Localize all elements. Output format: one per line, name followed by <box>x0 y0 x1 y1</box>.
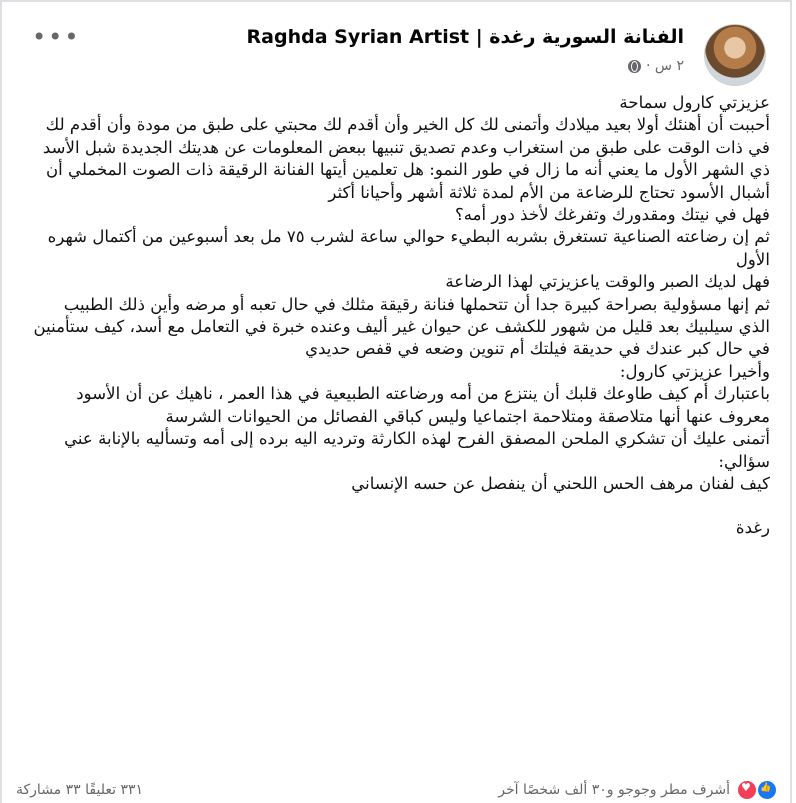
timestamp-link[interactable]: ٢ س · <box>646 58 684 74</box>
post-paragraph: أحببت أن أهنئك أولا بعيد ميلادك وأتمنى لك كل الخير وأن أقدم لك محبتي على طبق من مودة وأن أقدم لك في ذات الوقت على طبق من استغراب وعدم تصديق تنبيها ببعض المعلومات عن هديتك الجديدة شبل الأسد ذي الشهر الأول ما يعني أنه ما زال في طور النمو: هل تعلمين أيتها الفنانة الرقيقة ذات الصوت المخملي أن أشبال الأسود تحتاج للرضاعة من الأم لمدة ثلاثة أشهر وأحيانا أكثر <box>42 115 770 202</box>
more-options-button[interactable]: ••• <box>32 23 81 51</box>
post-paragraph: فهل لديك الصبر والوقت ياعزيزتي لهذا الرضاعة <box>445 272 770 292</box>
comments-shares-count[interactable]: ٣٣١ تعليقًا ٣٣ مشاركة <box>16 782 144 798</box>
post-header <box>14 12 778 82</box>
globe-icon <box>628 60 641 73</box>
post-paragraph: فهل في نيتك ومقدورك وتفرغك لأخذ دور أمه؟ <box>454 205 770 225</box>
post-paragraph: ثم إن رضاعته الصناعية تستغرق بشربه البطيء حوالي ساعة لشرب ٧٥ مل بعد أسبوعين من أكتمال شهره الأول <box>47 227 770 269</box>
post-paragraph: ثم إنها مسؤولية بصراحة كبيرة جدا أن تتحملها فنانة رقيقة مثلك في حال تعبه أو مرضه وأين ذلك الطبيب الذي سيلبيك بعد قليل من شهور للكشف عن حيوان غير أليف وعنده خبرة في التعامل مع أسد، كيف ستأمنين في حال كبر عندك في حديقة فيلتك أم تنوين وضعه في قفص حديدي <box>33 294 770 359</box>
post-paragraph: باعتبارك أم كيف طاوعك قلبك أن ينتزع من أمه ورضاعته الطبيعية في هذا العمر ، ناهيك عن أن الأسود معروف عنها أنها متلاصقة ومتلاحمة اجتماعيا وليس كباقي الفصائل من الحيوانات الشرسة <box>76 384 770 426</box>
post-paragraph: كيف لفنان مرهف الحس اللحني أن ينفصل عن حسه الإنساني <box>351 473 770 493</box>
avatar[interactable] <box>704 24 766 86</box>
post-paragraph: أتمنى عليك أن تشكري الملحن المصفق الفرح لهذه الكارثة وترديه اليه برده إلى أمه وتسأليه بالإنابة عني سؤالي: <box>64 429 770 471</box>
post-paragraph: عزيزتي كارول سماحة <box>619 93 770 112</box>
reactions-bar <box>16 779 778 801</box>
post-signature: رغدة <box>735 518 770 538</box>
post-paragraph: وأخيرا عزيزتي كارول: <box>619 361 770 381</box>
love-icon[interactable] <box>736 779 758 801</box>
post-body <box>28 92 770 540</box>
reactions-summary[interactable]: أشرف مطر وجوجو و٣٠ ألف شخصًا آخر <box>498 782 730 798</box>
post-meta <box>628 58 684 74</box>
page-name-link[interactable]: Raghda Syrian Artist | الفنانة السورية رغدة <box>246 26 684 48</box>
like-icon[interactable] <box>756 779 778 801</box>
